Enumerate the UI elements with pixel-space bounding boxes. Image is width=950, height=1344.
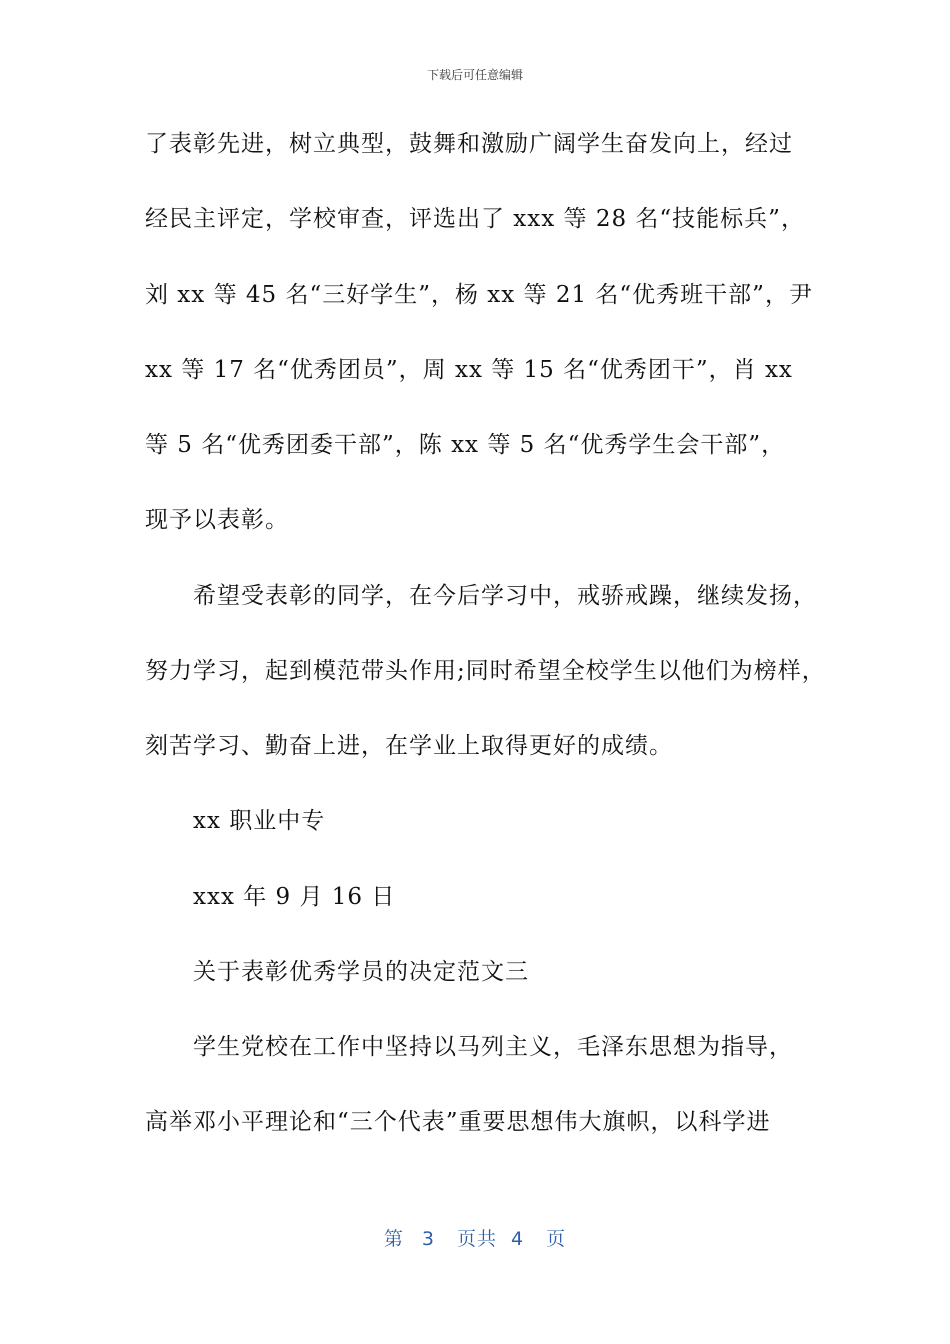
page-footer [0, 1224, 950, 1251]
signature-date: xxx 年 9 月 16 日 [193, 884, 396, 910]
text-line-2: 经民主评定，学校审查，评选出了 xxx 等 28 名“技能标兵”， [145, 206, 805, 232]
page-mid: 页共 [456, 1228, 497, 1250]
page-suffix: 页 [546, 1228, 567, 1250]
signature-organization: xx 职业中专 [193, 808, 326, 834]
current-page-number: 3 [421, 1228, 435, 1250]
text-line-1: 了表彰先进，树立典型，鼓舞和激励广阔学生奋发向上，经过 [145, 131, 793, 157]
text-line-13: 学生党校在工作中坚持以马列主义，毛泽东思想为指导， [193, 1034, 793, 1060]
text-line-5: 等 5 名“优秀团委干部”，陈 xx 等 5 名“优秀学生会干部”， [145, 432, 786, 458]
text-line-8: 努力学习，起到模范带头作用;同时希望全校学生以他们为榜样， [145, 658, 826, 684]
section-title: 关于表彰优秀学员的决定范文三 [193, 959, 529, 985]
page-prefix: 第 [383, 1228, 404, 1250]
text-line-9: 刻苦学习、勤奋上进，在学业上取得更好的成绩。 [145, 733, 673, 759]
text-line-3: 刘 xx 等 45 名“三好学生”，杨 xx 等 21 名“优秀班干部”，尹 [145, 282, 813, 308]
header-note: 下载后可任意编辑 [426, 68, 523, 82]
total-pages-number: 4 [511, 1228, 525, 1250]
text-line-4: xx 等 17 名“优秀团员”，周 xx 等 15 名“优秀团干”，肖 xx [145, 357, 793, 383]
text-line-14: 高举邓小平理论和“三个代表”重要思想伟大旗帜，以科学进 [145, 1109, 771, 1135]
text-line-7: 希望受表彰的同学，在今后学习中，戒骄戒躁，继续发扬， [193, 583, 817, 609]
text-line-6: 现予以表彰。 [145, 507, 289, 533]
